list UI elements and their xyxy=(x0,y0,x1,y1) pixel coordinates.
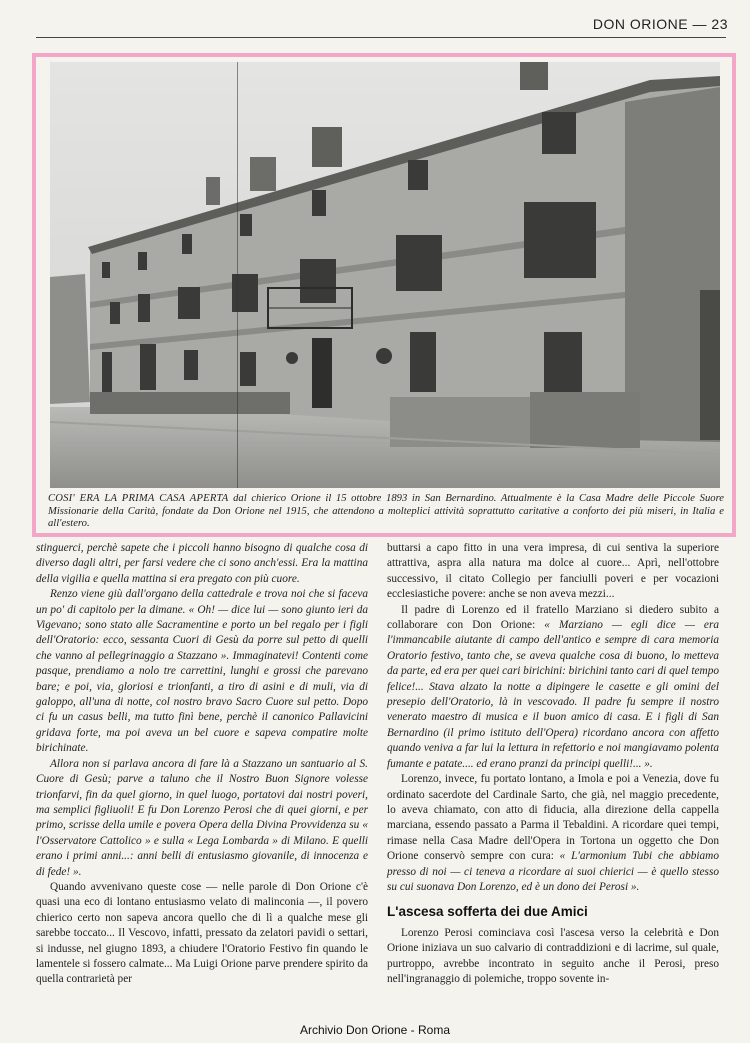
caption-text: dal chierico Orione il 15 ottobre 1893 in San Bernardino. Attualmente è la Casa Madre delle Piccole Suore Missionarie della Carità, fondate da Don Orione nel 1915, che attendono a molteplici attività soprattutto caritative a conforto dei più miseri, in Italia e all'estero. xyxy=(48,493,724,529)
left-paragraph-4: Quando avvenivano queste cose — nelle parole di Don Orione c'è quasi una eco di lontano entusiasmo velato di malinconia —, il povero chierico certo non sapeva ancora quello che di lì a qualche mese gli sarebbe toccato... Il Vescovo, infatti, pressato da zelatori pavidi o settari, si indusse, nel giugno 1893, a chiudere l'Oratorio Festivo fin quando le lamentele si fossero calmate... Ma Luigi Orione parve prendere spirito da quella contrarietà per xyxy=(36,880,368,986)
left-column xyxy=(36,541,368,988)
right-paragraph-3-text: Lorenzo, invece, fu portato lontano, a Imola e poi a Venezia, dove fu ordinato sacerdote del Cardinale Sarto, che già, nel maggio precedente, lo aveva chiamato, con atto di fiducia, alla direzione della cappella marciana, essendo passato a Parma il Tebaldini. A ricordare quei tempi, rimase nella Casa Madre dell'Opera in Tortona un oggetto che Don Orione conservò sempre con cura: xyxy=(387,773,719,863)
section-heading: L'ascesa sofferta dei due Amici xyxy=(387,904,588,920)
left-paragraph-2: Renzo viene giù dall'organo della cattedrale e trova noi che si faceva un po' di capitolo per la dimane. « Oh! — dice lui — sono giunto ieri da Vigevano; sono stato alle Sacramentine e porto un bel regalo per i figli dell'Oratorio: ecco, sessanta Cuori di Gesù da porre sul petto di quelli che vanno al pellegrinaggio a Stazzano ». Immaginatevi! Contenti come pasque, prendiamo a nolo tre carrettini, lunghi e grossi che parevano bare; e poi, via, gloriosi e trionfanti, a tiro di asini e di muli, via di galoppo, all'una di notte, col nostro bravo Sacro Cuore sul petto. Dopo ci fu un casus belli, ma tutto finì bene, perchè il canonico Pallavicini gridava forte, ma poi aveva un bel cuore e sapeva compatire molte birichinate. xyxy=(36,588,368,755)
right-paragraph-3-quote: « L'armonium Tubi che abbiamo presso di noi — ci teneva a ricordare ai suoi chierici — è quello stesso su cui suonava Don Lorenzo, ed è un dono dei Perosi ». xyxy=(387,850,719,893)
building-photo-svg xyxy=(50,62,720,488)
building-photo xyxy=(50,62,720,488)
photo-caption xyxy=(48,493,724,531)
scan-fold-line xyxy=(237,62,238,488)
running-header: DON ORIONE — 23 xyxy=(592,16,728,32)
right-paragraph-2-text: Il padre di Lorenzo ed il fratello Marziano si diedero subito a collaborare con Don Orione: xyxy=(387,603,719,632)
right-paragraph-2 xyxy=(387,603,719,772)
right-paragraph-2-quote: « Marziano — egli dice — era l'immancabile aiutante di campo dell'antico e sempre di cara memoria Oratorio festivo, tanto che, se aveva qualche cosa di buono, lo metteva da parte, ed era per quei cari birichini: birichini tanto cari di quel tempo felice!... Stava alzato la notte a dipingere le casette e gli omini del presepio dell'Oratorio, là in vescovado. Il padre fu sempre il nostro venerato maestro di musica e il buon amico di casa. E i figli di San Bernardino (il primo istituto dell'Opera) ricordano ancora con affetto quando veniva a far lui la lettura in refettorio e noi mangiavamo polenta fumante e patate.... ed erano pranzi da principi quelli!... ». xyxy=(387,619,719,770)
right-paragraph-1: buttarsi a capo fitto in una vera impresa, di cui sentiva la superiore attrattiva, aspra alla natura ma dolce al cuore... Aprì, nell'ottobre successivo, il citato Collegio per fanciulli poveri e per vocazioni ecclesiastiche povere: anche se non aveva mezzi... xyxy=(387,542,719,601)
archive-footer: Archivio Don Orione - Roma xyxy=(299,1023,451,1037)
right-paragraph-4: Lorenzo Perosi cominciava così l'ascesa verso la celebrità e Don Orione iniziava un suo calvario di contraddizioni e di lacrime, sul quale, purtroppo, avrebbe incontrato in seguito anche il Perosi, preso nell'ingranaggio di polemiche, troppo sovente in- xyxy=(387,926,719,985)
right-paragraph-3 xyxy=(387,772,719,895)
left-paragraph-1: stinguerci, perchè sapete che i piccoli hanno bisogno di qualche cosa di diverso dagli altri, per farsi vedere che ci sono anch'essi. Era la mattina della vigilia e quella mattina si era pregato con più cuore. xyxy=(36,542,368,585)
left-paragraph-3: Allora non si parlava ancora di fare là a Stazzano un santuario al S. Cuore di Gesù; parve a taluno che il Nostro Buon Signore volesse trionfarvi, fin da quel giorno, in quel luogo, portatovi dai nostri poveri, ma semplici figliuoli! E fu Don Lorenzo Perosi che di quei giorni, e per primo, scrisse della umile e povera Opera della Divina Provvidenza su « l'Osservatore Cattolico » e sulla « Lega Lombarda » di Milano. E quelli erano i primi anni...: anni belli di entusiasmo giovanile, di innocenza e di fede! ». xyxy=(36,757,368,878)
header-rule xyxy=(36,37,726,38)
caption-lead: COSI' ERA LA PRIMA CASA APERTA xyxy=(48,493,229,504)
right-column xyxy=(387,541,719,987)
